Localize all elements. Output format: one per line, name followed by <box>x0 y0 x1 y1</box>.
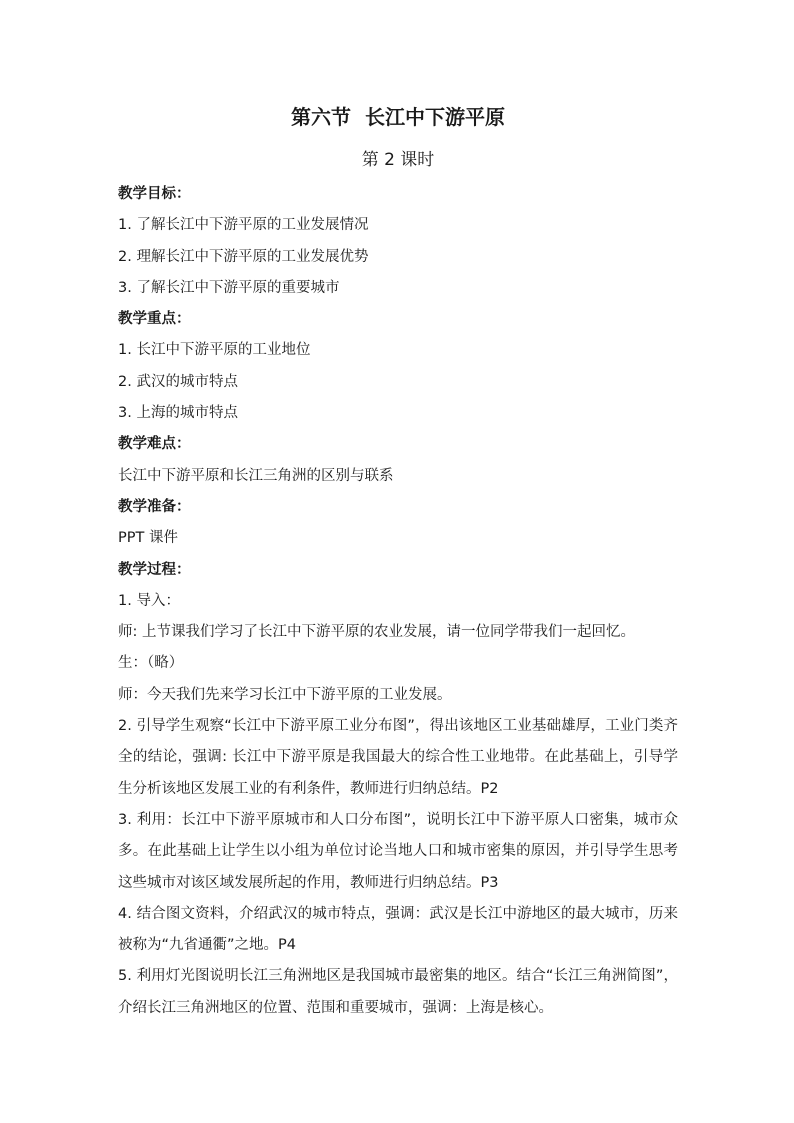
key-point-item: 2. 武汉的城市特点 <box>118 373 238 390</box>
goal-item: 1. 了解长江中下游平原的工业发展情况 <box>118 217 369 234</box>
process-heading: 教学过程： <box>118 561 191 578</box>
teacher-line-1: 师: 上节课我们学习了长江中下游平原的农业发展，请一位同学带我们一起回忆。 <box>118 624 635 641</box>
preparation-text: PPT 课件 <box>118 530 178 547</box>
preparation-heading: 教学准备： <box>118 498 191 515</box>
goal-item: 2. 理解长江中下游平原的工业发展优势 <box>118 248 369 265</box>
process-step-5: 5. 利用灯光图说明长江三角洲地区是我国城市最密集的地区。结合“长江三角洲简图”，介绍长江三角洲地区的位置、范围和重要城市，强调：上海是核心。 <box>118 968 678 1016</box>
goals-heading: 教学目标： <box>118 186 191 202</box>
key-point-item: 1. 长江中下游平原的工业地位 <box>118 342 311 359</box>
process-step-1-title: 1. 导入： <box>118 592 180 609</box>
difficulty-text: 长江中下游平原和长江三角洲的区别与联系 <box>118 467 394 484</box>
student-line: 生：（略） <box>118 655 184 672</box>
document-subtitle: 第 2 课时 <box>361 150 435 170</box>
process-step-3: 3. 利用：长江中下游平原城市和人口分布图”，说明长江中下游平原人口密集，城市众多。在此基础上让学生以小组为单位讨论当地人口和城市密集的原因，并引导学生思考这些城市对该区域发展所起的作用，教师进行归纳总结。P3 <box>118 811 678 891</box>
teacher-line-2: 师：今天我们先来学习长江中下游平原的工业发展。 <box>118 686 452 703</box>
process-step-2: 2. 引导学生观察“长江中下游平原工业分布图”，得出该地区工业基础雄厚，工业门类齐全的结论，强调: 长江中下游平原是我国最大的综合性工业地带。在此基础上，引导学生分析该地区发展工业的有利条件，教师进行归纳总结。P2 <box>118 718 678 797</box>
document-body <box>118 179 678 1024</box>
document-title: 第六节 长江中下游平原 <box>291 105 505 129</box>
goal-item: 3. 了解长江中下游平原的重要城市 <box>118 279 340 296</box>
process-step-4: 4. 结合图文资料，介绍武汉的城市特点，强调：武汉是长江中游地区的最大城市，历来被称为“九省通衢”之地。P4 <box>118 905 678 954</box>
key-points-heading: 教学重点： <box>118 311 191 328</box>
difficulty-heading: 教学难点： <box>118 436 191 453</box>
key-point-item: 3. 上海的城市特点 <box>118 405 238 422</box>
